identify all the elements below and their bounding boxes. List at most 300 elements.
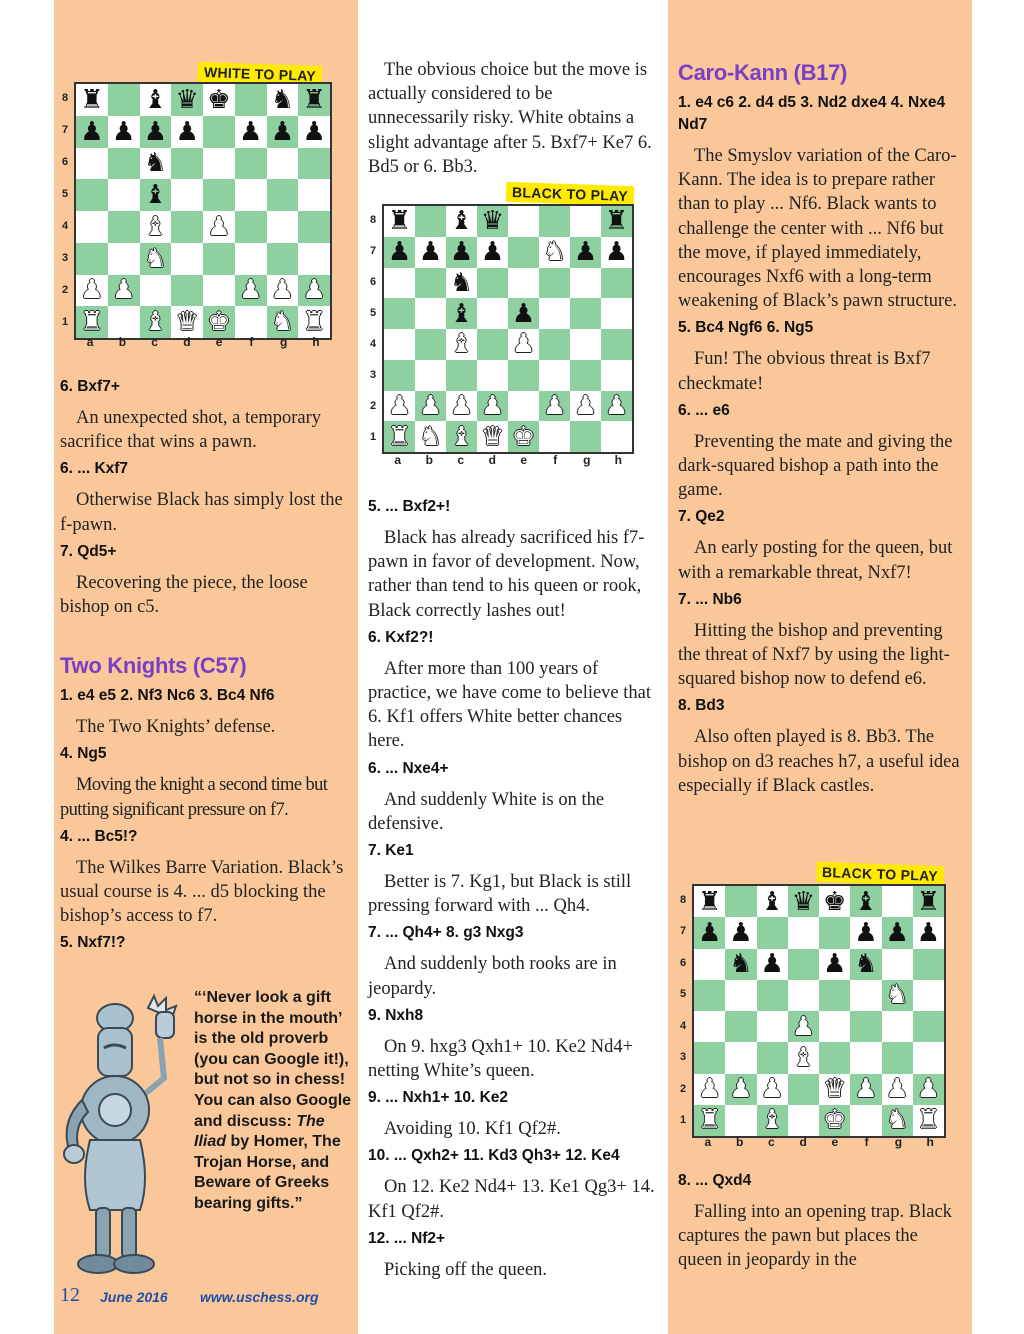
move-line: 8. ... Qxd4 <box>678 1172 752 1189</box>
rank-label: 8 <box>61 92 69 104</box>
file-label: a <box>86 335 94 349</box>
paragraph: Otherwise Black has simply lost the f-pawn. <box>60 490 343 535</box>
robot-mascot-illustration <box>60 990 195 1280</box>
board-square <box>477 206 508 237</box>
board-square <box>384 391 415 422</box>
file-label: e <box>831 1135 839 1149</box>
white-pawn-icon: ♟ <box>80 275 104 306</box>
file-label: g <box>279 335 288 349</box>
board-square <box>882 1042 913 1073</box>
board-square <box>446 329 477 360</box>
board-square <box>298 116 330 148</box>
rank-labels <box>56 82 74 338</box>
white-pawn-icon: ♟ <box>791 1011 816 1042</box>
move-line: 9. ... Nxh1+ 10. Ke2 <box>368 1089 509 1107</box>
board-square <box>570 237 601 268</box>
board-square <box>539 268 570 299</box>
white-pawn-icon: ♟ <box>387 390 412 421</box>
board-square <box>446 391 477 422</box>
white-rook-icon: ♜ <box>697 1105 722 1136</box>
file-label: f <box>553 453 558 467</box>
white-pawn-icon: ♟ <box>111 275 136 306</box>
board-square <box>913 1011 944 1042</box>
board-square <box>819 949 850 980</box>
paragraph: The Two Knights’ defense. <box>76 717 276 738</box>
rank-label: 6 <box>679 956 687 969</box>
black-pawn-icon: ♟ <box>418 237 443 268</box>
board-square <box>570 206 601 237</box>
file-label: f <box>864 1135 869 1149</box>
board-square <box>508 360 539 391</box>
move-line: 5. ... Bxf2+! <box>368 498 451 515</box>
board-square <box>446 206 477 237</box>
board-square <box>539 421 570 452</box>
board-square <box>757 1042 788 1073</box>
rank-label: 1 <box>679 1114 687 1127</box>
board-square <box>140 84 172 116</box>
board-square <box>508 298 539 329</box>
board-square <box>725 1042 756 1073</box>
file-label: f <box>249 335 254 349</box>
board-square <box>913 949 944 980</box>
black-pawn-icon: ♟ <box>480 237 505 268</box>
board-square <box>539 360 570 391</box>
board-square <box>882 949 913 980</box>
move-line: 7. Qe2 <box>678 508 725 526</box>
board-square <box>298 84 330 116</box>
paragraph: And suddenly White is on the defensive. <box>368 789 605 834</box>
black-bishop-icon: ♝ <box>760 886 784 917</box>
board-square <box>788 1042 819 1073</box>
paragraph: After more than 100 years of practice, we have come to believe that 6. Kf1 offers White better chances here. <box>368 658 652 752</box>
board-square <box>601 206 632 237</box>
board-square <box>171 148 203 180</box>
board-square <box>850 1042 881 1073</box>
issue-date: June 2016 <box>100 1289 168 1305</box>
file-label: h <box>614 453 622 467</box>
middle-column-continued <box>368 492 656 1282</box>
file-label: c <box>151 335 158 349</box>
board-square <box>415 360 446 391</box>
board-square <box>757 1105 788 1136</box>
black-knight-icon: ♞ <box>143 148 168 179</box>
board-square <box>913 1105 944 1136</box>
board-square <box>477 237 508 268</box>
white-bishop-icon: ♝ <box>791 1042 816 1073</box>
chess-board <box>692 884 946 1138</box>
board-square <box>601 360 632 391</box>
board-square <box>725 1011 756 1042</box>
board-square <box>601 329 632 360</box>
file-label: c <box>768 1135 775 1149</box>
file-label: h <box>312 335 320 349</box>
board-square <box>415 298 446 329</box>
white-pawn-icon: ♟ <box>302 275 326 306</box>
middle-column <box>368 58 656 179</box>
board-square <box>819 980 850 1011</box>
rank-label: 1 <box>61 316 69 328</box>
rank-label: 6 <box>61 156 69 168</box>
board-square <box>415 421 446 452</box>
board-square <box>850 1074 881 1105</box>
rank-label: 6 <box>369 275 377 288</box>
white-rook-icon: ♜ <box>916 1105 941 1136</box>
black-knight-icon: ♞ <box>729 949 753 980</box>
black-pawn-icon: ♟ <box>143 116 168 147</box>
board-square <box>757 917 788 948</box>
move-line: 7. ... Nb6 <box>678 590 742 608</box>
black-bishop-icon: ♝ <box>449 298 474 329</box>
rank-label: 7 <box>61 124 69 136</box>
board-square <box>267 275 299 307</box>
board-square <box>694 1105 725 1136</box>
rank-label: 7 <box>369 244 377 257</box>
rank-label: 1 <box>369 430 377 443</box>
board-square <box>171 84 203 116</box>
rank-label: 2 <box>369 399 377 412</box>
white-rook-icon: ♜ <box>302 307 326 338</box>
white-pawn-icon: ♟ <box>697 1074 722 1105</box>
board-square <box>508 268 539 299</box>
board-square <box>446 237 477 268</box>
chess-board <box>382 204 634 454</box>
paragraph: Fun! The obvious threat is Bxf7 checkmate! <box>678 349 931 394</box>
board-square <box>384 360 415 391</box>
board-square <box>570 298 601 329</box>
move-line: 1. e4 e5 2. Nf3 Nc6 3. Bc4 Nf6 <box>60 687 275 705</box>
board-square <box>140 275 172 307</box>
move-line: 6. ... e6 <box>678 401 730 419</box>
board-square <box>384 421 415 452</box>
black-knight-icon: ♞ <box>270 84 295 115</box>
black-pawn-icon: ♟ <box>175 116 199 147</box>
board-square <box>76 211 108 243</box>
black-pawn-icon: ♟ <box>302 116 326 147</box>
paragraph: Picking off the queen. <box>384 1259 548 1280</box>
board-square <box>203 148 235 180</box>
paragraph: The obvious choice but the move is actually considered to be unnecessarily risky. White obtains a slight advantage after 5. Bxf7+ Ke7 6. Bd5 or 6. Bb3. <box>368 60 652 177</box>
white-king-icon: ♚ <box>207 307 231 338</box>
board-square <box>882 980 913 1011</box>
white-knight-icon: ♞ <box>885 1105 909 1136</box>
board-square <box>415 206 446 237</box>
board-square <box>171 211 203 243</box>
white-king-icon: ♚ <box>822 1105 847 1136</box>
board-square <box>477 391 508 422</box>
file-label: a <box>704 1135 712 1149</box>
board-square <box>298 148 330 180</box>
black-pawn-icon: ♟ <box>854 917 878 948</box>
board-square <box>267 211 299 243</box>
board-square <box>76 116 108 148</box>
board-square <box>108 211 140 243</box>
rank-label: 5 <box>61 188 69 200</box>
black-bishop-icon: ♝ <box>143 180 168 211</box>
paragraph: Recovering the piece, the loose bishop on c5. <box>60 572 308 618</box>
move-line: 7. ... Qh4+ 8. g3 Nxg3 <box>368 924 524 942</box>
board-square <box>882 1011 913 1042</box>
rank-label: 2 <box>61 284 69 296</box>
board-square <box>76 84 108 116</box>
black-pawn-icon: ♟ <box>916 917 941 948</box>
board-square <box>694 1011 725 1042</box>
board-square <box>850 980 881 1011</box>
board-square <box>725 949 756 980</box>
board-square <box>819 1011 850 1042</box>
black-rook-icon: ♜ <box>80 84 104 115</box>
section-heading: Caro-Kann (B17) <box>678 60 848 85</box>
board-square <box>384 268 415 299</box>
paragraph: An unexpected shot, a temporary sacrifice that wins a pawn. <box>60 408 322 453</box>
rank-label: 3 <box>369 368 377 381</box>
paragraph: Avoiding 10. Kf1 Qf2#. <box>384 1119 561 1140</box>
board-square <box>477 298 508 329</box>
to-play-tag: BLACK TO PLAY <box>506 182 635 206</box>
board-square <box>235 84 267 116</box>
black-pawn-icon: ♟ <box>697 917 722 948</box>
white-pawn-icon: ♟ <box>511 329 536 360</box>
move-line: 6. ... Kxf7 <box>60 460 129 478</box>
board-square <box>850 886 881 917</box>
white-knight-icon: ♞ <box>270 307 295 338</box>
section-heading: Two Knights (C57) <box>60 653 247 679</box>
right-column <box>678 60 962 798</box>
black-king-icon: ♚ <box>822 886 847 917</box>
quote-text: by Homer, The Trojan Horse, and Beware of Greeks bearing gifts.” <box>194 1133 341 1212</box>
board-square <box>757 886 788 917</box>
white-bishop-icon: ♝ <box>449 421 474 452</box>
rank-label: 3 <box>679 1051 687 1064</box>
board-square <box>203 211 235 243</box>
board-square <box>267 243 299 275</box>
white-pawn-icon: ♟ <box>854 1074 878 1105</box>
black-rook-icon: ♜ <box>302 84 326 115</box>
to-play-tag: BLACK TO PLAY <box>816 862 945 886</box>
rank-labels <box>674 884 692 1136</box>
file-label: d <box>799 1135 807 1149</box>
board-square <box>725 886 756 917</box>
board-square <box>819 1105 850 1136</box>
board-square <box>477 360 508 391</box>
rank-label: 5 <box>679 988 687 1001</box>
board-square <box>76 275 108 307</box>
board-square <box>694 917 725 948</box>
black-pawn-icon: ♟ <box>604 237 629 268</box>
black-knight-icon: ♞ <box>854 949 878 980</box>
rank-label: 4 <box>61 220 69 232</box>
board-square <box>788 886 819 917</box>
board-square <box>539 329 570 360</box>
paragraph: And suddenly both rooks are in jeopardy. <box>368 954 617 999</box>
file-label: e <box>520 453 528 467</box>
black-queen-icon: ♛ <box>175 84 199 115</box>
board-square <box>384 329 415 360</box>
paragraph: Moving the knight a second time but putting significant pressure on f7. <box>60 775 328 820</box>
file-label: g <box>583 453 591 467</box>
white-pawn-icon: ♟ <box>573 390 598 421</box>
board-square <box>819 886 850 917</box>
board-square <box>446 360 477 391</box>
file-label: d <box>183 335 191 349</box>
board-square <box>384 206 415 237</box>
rank-label: 3 <box>61 252 69 264</box>
board-square <box>570 268 601 299</box>
file-label: b <box>425 453 433 467</box>
board-square <box>850 949 881 980</box>
board-square <box>76 179 108 211</box>
board-square <box>850 1105 881 1136</box>
move-line: 7. Ke1 <box>368 842 414 860</box>
board-square <box>788 949 819 980</box>
board-square <box>850 917 881 948</box>
chess-diagram-1 <box>56 62 346 362</box>
board-square <box>694 886 725 917</box>
board-square <box>757 949 788 980</box>
board-square <box>76 243 108 275</box>
board-square <box>446 298 477 329</box>
board-square <box>267 84 299 116</box>
board-square <box>171 243 203 275</box>
black-pawn-icon: ♟ <box>449 237 474 268</box>
black-queen-icon: ♛ <box>480 206 505 237</box>
board-square <box>601 421 632 452</box>
file-labels <box>382 452 634 468</box>
board-square <box>108 179 140 211</box>
paragraph: Falling into an opening trap. Black captures the pawn but places the queen in jeopardy in the <box>678 1202 952 1271</box>
board-square <box>140 148 172 180</box>
black-bishop-icon: ♝ <box>143 84 168 115</box>
file-labels <box>74 334 332 350</box>
black-pawn-icon: ♟ <box>80 116 104 147</box>
black-pawn-icon: ♟ <box>111 116 136 147</box>
rank-labels <box>364 204 382 452</box>
move-line: 6. Kxf2?! <box>368 628 434 646</box>
paragraph: Better is 7. Kg1, but Black is still pressing forward with ... Qh4. <box>368 872 632 917</box>
move-line: 10. ... Qxh2+ 11. Kd3 Qh3+ 12. Ke4 <box>368 1147 620 1165</box>
paragraph: Also often played is 8. Bb3. The bishop on d3 reaches h7, a useful idea especially if Black castles. <box>678 727 960 796</box>
black-pawn-icon: ♟ <box>760 949 784 980</box>
board-square <box>140 211 172 243</box>
rank-label: 8 <box>369 213 377 226</box>
board-square <box>570 360 601 391</box>
rank-label: 2 <box>679 1082 687 1095</box>
board-square <box>477 268 508 299</box>
board-square <box>757 1074 788 1105</box>
file-label: a <box>394 453 402 467</box>
board-square <box>601 391 632 422</box>
move-line: 7. Qd5+ <box>60 542 117 560</box>
file-label: b <box>735 1135 744 1149</box>
white-knight-icon: ♞ <box>542 237 567 268</box>
board-square <box>171 275 203 307</box>
white-pawn-icon: ♟ <box>449 390 474 421</box>
white-pawn-icon: ♟ <box>270 275 295 306</box>
board-square <box>235 116 267 148</box>
board-square <box>819 1074 850 1105</box>
black-rook-icon: ♜ <box>916 886 941 917</box>
board-square <box>267 179 299 211</box>
board-square <box>446 421 477 452</box>
white-queen-icon: ♛ <box>822 1074 847 1105</box>
rank-label: 8 <box>679 893 687 906</box>
board-square <box>788 917 819 948</box>
white-pawn-icon: ♟ <box>885 1074 909 1105</box>
white-bishop-icon: ♝ <box>760 1105 784 1136</box>
board-square <box>108 275 140 307</box>
white-knight-icon: ♞ <box>418 421 443 452</box>
white-pawn-icon: ♟ <box>604 390 629 421</box>
board-square <box>694 1042 725 1073</box>
white-knight-icon: ♞ <box>885 980 909 1011</box>
paragraph: The Wilkes Barre Variation. Black’s usual course is 4. ... d5 blocking the bishop’s access to f7. <box>60 857 344 927</box>
board-square <box>140 116 172 148</box>
board-square <box>539 298 570 329</box>
paragraph: On 9. hxg3 Qxh1+ 10. Ke2 Nd4+ netting White’s queen. <box>368 1036 634 1082</box>
move-line: 6. Bxf7+ <box>60 378 120 395</box>
board-square <box>384 298 415 329</box>
file-label: b <box>118 335 127 349</box>
board-square <box>298 179 330 211</box>
board-square <box>508 206 539 237</box>
board-square <box>788 1011 819 1042</box>
paragraph: An early posting for the queen, but with a remarkable threat, Nxf7! <box>678 538 953 583</box>
board-square <box>539 237 570 268</box>
black-pawn-icon: ♟ <box>729 917 753 948</box>
board-square <box>298 275 330 307</box>
chess-diagram-3 <box>674 862 970 1158</box>
black-pawn-icon: ♟ <box>238 116 263 147</box>
paragraph: Hitting the bishop and preventing the threat of Nxf7 by using the light-squared bishop now to defend e6. <box>678 620 950 690</box>
black-rook-icon: ♜ <box>697 886 722 917</box>
white-pawn-icon: ♟ <box>916 1074 941 1105</box>
rank-label: 5 <box>369 306 377 319</box>
paragraph: On 12. Ke2 Nd4+ 13. Ke1 Qg3+ 14. Kf1 Qf2#. <box>368 1177 655 1222</box>
board-square <box>694 949 725 980</box>
board-square <box>108 243 140 275</box>
move-line: 1. e4 c6 2. d4 d5 3. Nd2 dxe4 4. Nxe4 Nd7 <box>678 94 946 133</box>
white-pawn-icon: ♟ <box>480 390 505 421</box>
black-bishop-icon: ♝ <box>449 206 474 237</box>
black-knight-icon: ♞ <box>449 267 474 298</box>
black-king-icon: ♚ <box>207 84 231 115</box>
board-square <box>508 329 539 360</box>
white-pawn-icon: ♟ <box>418 390 443 421</box>
white-rook-icon: ♜ <box>387 421 412 452</box>
board-square <box>203 84 235 116</box>
board-square <box>757 980 788 1011</box>
file-label: e <box>215 335 223 349</box>
board-square <box>819 917 850 948</box>
board-square <box>203 243 235 275</box>
white-rook-icon: ♜ <box>80 307 104 338</box>
website-link[interactable]: www.uschess.org <box>200 1289 319 1305</box>
board-square <box>725 980 756 1011</box>
board-square <box>913 1074 944 1105</box>
board-square <box>477 421 508 452</box>
board-square <box>171 179 203 211</box>
board-square <box>235 148 267 180</box>
board-square <box>601 268 632 299</box>
board-square <box>203 275 235 307</box>
black-rook-icon: ♜ <box>604 206 629 237</box>
white-bishop-icon: ♝ <box>449 329 474 360</box>
board-square <box>539 206 570 237</box>
to-play-tag: WHITE TO PLAY <box>198 62 323 86</box>
board-square <box>415 391 446 422</box>
board-square <box>76 148 108 180</box>
chess-diagram-2 <box>364 182 664 472</box>
board-square <box>108 84 140 116</box>
